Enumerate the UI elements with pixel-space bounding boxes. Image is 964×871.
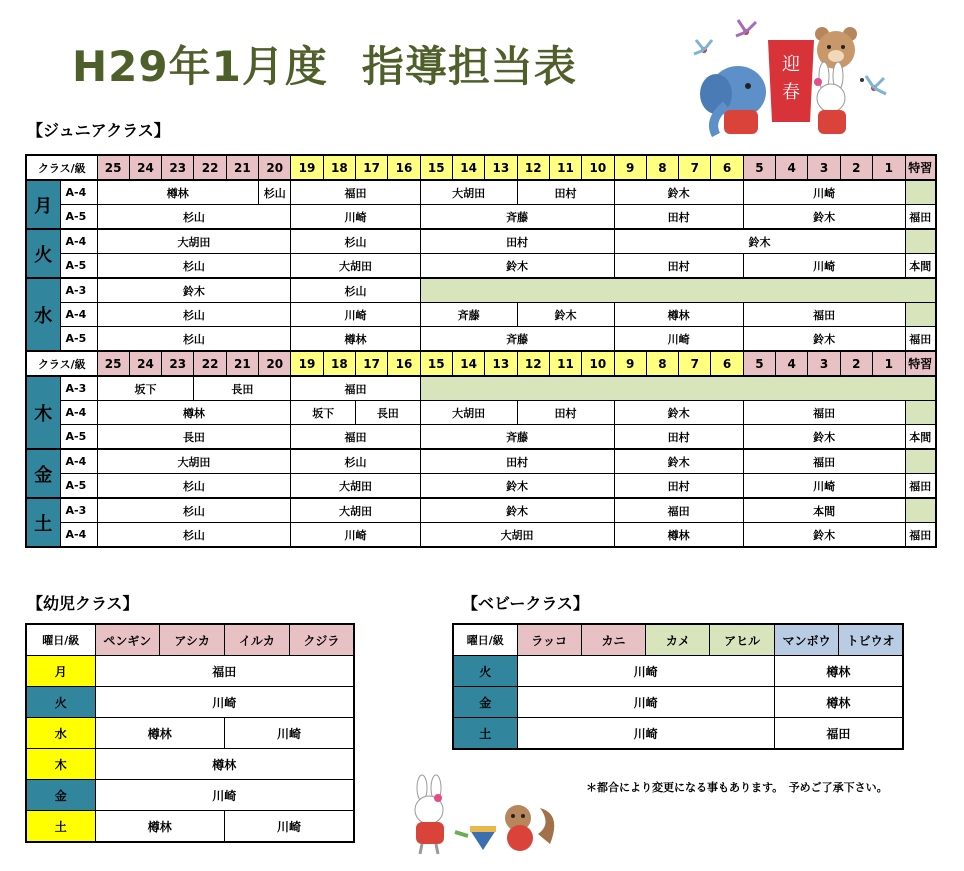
grade-cell: 17 [356, 155, 388, 180]
special-cell: 福田 [905, 205, 936, 230]
grade-cell: 3 [808, 351, 840, 376]
instructor-cell: 田村 [614, 205, 743, 230]
instructor-cell: 福田 [291, 180, 420, 205]
instructor-cell: 鈴木 [614, 401, 743, 425]
day-cell-mon: 月 [26, 180, 60, 229]
instructor-cell: 田村 [614, 474, 743, 499]
special-cell [905, 449, 936, 474]
banner-text-1: 迎 [782, 54, 800, 75]
instructor-cell: 鈴木 [614, 449, 743, 474]
page-title [72, 34, 577, 94]
header-day-grade: 曜日/級 [26, 624, 95, 656]
grade-cell: 6 [711, 351, 743, 376]
instructor-cell: 杉山 [97, 498, 291, 523]
instructor-cell: 長田 [194, 376, 291, 401]
instructor-cell: 川崎 [291, 303, 420, 327]
instructor-cell: 福田 [743, 449, 905, 474]
grade-cell: 10 [582, 351, 614, 376]
kids-section-label: 【幼児クラス】 [27, 594, 139, 613]
table-row [26, 749, 354, 780]
instructor-cell: 杉山 [97, 523, 291, 548]
instructor-cell: 斉藤 [420, 303, 517, 327]
instructor-cell: 福田 [291, 425, 420, 450]
grade-cell: 2 [840, 351, 872, 376]
day-cell-tue: 火 [26, 229, 60, 278]
grade-cell: 8 [646, 155, 678, 180]
grade-cell: 4 [776, 351, 808, 376]
instructor-cell: 長田 [97, 425, 291, 450]
grade-cell: 9 [614, 155, 646, 180]
instructor-cell: 福田 [95, 656, 354, 687]
instructor-cell: 樽林 [774, 656, 903, 687]
header-class-grade: クラス/級 [26, 155, 97, 180]
class-cell: A-4 [60, 523, 97, 548]
special-cell: 福田 [905, 523, 936, 548]
junior-header-row [26, 155, 936, 180]
kids-schedule-table [25, 623, 355, 843]
class-cell: A-4 [60, 401, 97, 425]
special-cell: 福田 [905, 327, 936, 352]
table-row [26, 718, 354, 749]
instructor-cell: 樽林 [95, 718, 225, 749]
grade-cell: 18 [323, 155, 355, 180]
instructor-cell: 鈴木 [420, 254, 614, 279]
instructor-cell: 杉山 [97, 254, 291, 279]
grade-cell: 22 [194, 155, 226, 180]
table-row [26, 180, 936, 205]
instructor-cell: 福田 [291, 376, 420, 401]
class-cell: A-4 [60, 303, 97, 327]
instructor-cell: 川崎 [291, 523, 420, 548]
grade-cell: 19 [291, 155, 323, 180]
table-row [453, 718, 903, 750]
grade-cell: 22 [194, 351, 226, 376]
grade-cell: 5 [743, 351, 775, 376]
instructor-cell: 樽林 [614, 303, 743, 327]
special-cell: 福田 [905, 474, 936, 499]
grade-cell: 14 [452, 351, 484, 376]
instructor-cell: 川崎 [225, 811, 355, 843]
class-cell: A-4 [60, 180, 97, 205]
instructor-cell: 鈴木 [743, 523, 905, 548]
instructor-cell: 田村 [517, 401, 614, 425]
grade-cell: 6 [711, 155, 743, 180]
grade-header: クジラ [289, 624, 354, 656]
special-cell [905, 180, 936, 205]
instructor-cell: 鈴木 [614, 180, 743, 205]
instructor-cell: 樽林 [774, 687, 903, 718]
class-cell: A-5 [60, 474, 97, 499]
grade-cell: 24 [129, 155, 161, 180]
day-cell-fri: 金 [26, 780, 95, 811]
instructor-cell: 大胡田 [97, 449, 291, 474]
instructor-cell: 川崎 [743, 474, 905, 499]
instructor-cell: 大胡田 [420, 523, 614, 548]
instructor-cell: 大胡田 [291, 254, 420, 279]
new-year-illustration [686, 10, 896, 145]
rabbit-icon [814, 62, 846, 134]
grade-cell: 11 [549, 155, 581, 180]
grade-cell: 11 [549, 351, 581, 376]
grade-cell: 16 [388, 155, 420, 180]
grade-cell: 1 [873, 351, 906, 376]
grade-cell: 25 [97, 155, 129, 180]
class-cell: A-5 [60, 327, 97, 352]
instructor-cell: 福田 [614, 498, 743, 523]
grade-cell: 16 [388, 351, 420, 376]
table-row [26, 327, 936, 352]
squirrel-icon [505, 805, 554, 851]
instructor-cell: 大胡田 [420, 180, 517, 205]
instructor-cell: 川崎 [517, 718, 774, 750]
elephant-icon [700, 66, 766, 135]
grade-cell: 7 [679, 155, 711, 180]
grade-header: トビウオ [839, 624, 903, 656]
instructor-cell: 斉藤 [420, 205, 614, 230]
grade-cell: 8 [646, 351, 678, 376]
class-cell: A-5 [60, 254, 97, 279]
instructor-cell: 斉藤 [420, 425, 614, 450]
table-row [26, 278, 936, 303]
table-row [26, 205, 936, 230]
table-row [26, 229, 936, 254]
day-cell-tue: 火 [26, 687, 95, 718]
special-cell [905, 303, 936, 327]
grade-cell: 24 [129, 351, 161, 376]
grade-cell: 5 [743, 155, 775, 180]
special-cell [905, 401, 936, 425]
class-cell: A-3 [60, 376, 97, 401]
grade-cell: 1 [873, 155, 906, 180]
day-cell-mon: 月 [26, 656, 95, 687]
special-cell: 本間 [905, 425, 936, 450]
instructor-cell: 樽林 [95, 749, 354, 780]
grade-cell: 23 [162, 155, 194, 180]
grade-header: イルカ [225, 624, 290, 656]
grade-cell: 10 [582, 155, 614, 180]
class-cell: A-4 [60, 449, 97, 474]
instructor-cell: 樽林 [291, 327, 420, 352]
instructor-cell: 鈴木 [420, 498, 614, 523]
table-row [26, 687, 354, 718]
baby-schedule-table [452, 623, 904, 750]
disclaimer-note: ＊都合により変更になる事もあります。 予めご了承下さい。 [586, 781, 888, 794]
instructor-cell: 大胡田 [291, 498, 420, 523]
instructor-cell: 斉藤 [420, 327, 614, 352]
grade-cell: 12 [517, 351, 549, 376]
class-cell: A-5 [60, 205, 97, 230]
instructor-cell: 鈴木 [743, 327, 905, 352]
instructor-cell: 福田 [743, 303, 905, 327]
instructor-cell: 田村 [614, 425, 743, 450]
grade-header: アヒル [710, 624, 774, 656]
instructor-cell: 鈴木 [743, 425, 905, 450]
table-row [26, 254, 936, 279]
kids-header-row [26, 624, 354, 656]
junior-section-label: 【ジュニアクラス】 [27, 121, 170, 140]
class-cell: A-5 [60, 425, 97, 450]
grade-header: ペンギン [95, 624, 160, 656]
instructor-cell: 田村 [614, 254, 743, 279]
instructor-cell: 鈴木 [743, 205, 905, 230]
instructor-cell: 福田 [774, 718, 903, 750]
instructor-cell: 杉山 [291, 278, 420, 303]
grade-cell: 9 [614, 351, 646, 376]
table-row [26, 780, 354, 811]
instructor-cell: 樽林 [614, 523, 743, 548]
grade-cell: 2 [840, 155, 872, 180]
grade-cell: 19 [291, 351, 323, 376]
table-row [26, 498, 936, 523]
table-row [26, 425, 936, 450]
grade-cell: 21 [226, 155, 258, 180]
instructor-cell: 川崎 [95, 687, 354, 718]
instructor-cell: 樽林 [95, 811, 225, 843]
instructor-cell: 坂下 [97, 376, 194, 401]
grade-cell: 25 [97, 351, 129, 376]
rabbit-squirrel-illustration [400, 774, 560, 856]
instructor-cell: 杉山 [291, 229, 420, 254]
instructor-cell: 杉山 [97, 303, 291, 327]
instructor-cell: 杉山 [97, 205, 291, 230]
grade-cell: 17 [356, 351, 388, 376]
special-cell: 本間 [905, 254, 936, 279]
table-row [26, 449, 936, 474]
special-header: 特習 [905, 351, 936, 376]
grade-cell: 18 [323, 351, 355, 376]
title-month: H29年1月度 [72, 42, 328, 91]
day-cell-fri: 金 [453, 687, 517, 718]
table-row [26, 401, 936, 425]
table-row [26, 811, 354, 843]
baby-header-row [453, 624, 903, 656]
grade-header: ラッコ [517, 624, 581, 656]
table-row [26, 303, 936, 327]
grade-cell: 14 [452, 155, 484, 180]
banner-icon [768, 40, 814, 122]
grade-cell: 12 [517, 155, 549, 180]
grade-cell: 3 [808, 155, 840, 180]
instructor-cell: 大胡田 [291, 474, 420, 499]
grade-cell: 20 [259, 351, 291, 376]
rabbit-icon [415, 775, 444, 854]
day-cell-tue: 火 [453, 656, 517, 687]
grade-cell: 13 [485, 155, 517, 180]
title-main: 指導担当表 [361, 42, 577, 91]
instructor-cell: 本間 [743, 498, 905, 523]
class-cell: A-4 [60, 229, 97, 254]
special-cell [905, 498, 936, 523]
day-cell-wed: 水 [26, 278, 60, 351]
instructor-cell: 田村 [420, 449, 614, 474]
instructor-cell: 大胡田 [97, 229, 291, 254]
day-cell-wed: 水 [26, 718, 95, 749]
grade-cell: 15 [420, 155, 452, 180]
table-row [26, 376, 936, 401]
baby-section-label: 【ベビークラス】 [462, 594, 589, 613]
instructor-cell: 福田 [743, 401, 905, 425]
instructor-cell: 杉山 [259, 180, 291, 205]
instructor-cell: 杉山 [291, 449, 420, 474]
day-cell-sat: 土 [453, 718, 517, 750]
junior-schedule-table [25, 154, 937, 548]
grade-header: アシカ [160, 624, 225, 656]
day-cell-thu: 木 [26, 376, 60, 449]
header-day-grade: 曜日/級 [453, 624, 517, 656]
class-cell: A-3 [60, 278, 97, 303]
instructor-cell: 大胡田 [420, 401, 517, 425]
instructor-cell: 田村 [517, 180, 614, 205]
grade-header: カメ [646, 624, 710, 656]
instructor-cell: 鈴木 [97, 278, 291, 303]
instructor-cell: 長田 [356, 401, 421, 425]
banner-text-2: 春 [782, 82, 800, 103]
grade-cell: 21 [226, 351, 258, 376]
instructor-cell: 鈴木 [614, 229, 905, 254]
instructor-cell: 田村 [420, 229, 614, 254]
instructor-cell: 川崎 [517, 687, 774, 718]
instructor-cell: 鈴木 [517, 303, 614, 327]
header-class-grade: クラス/級 [26, 351, 97, 376]
empty-cell [420, 376, 936, 401]
instructor-cell: 杉山 [97, 474, 291, 499]
special-cell [905, 229, 936, 254]
instructor-cell: 川崎 [743, 254, 905, 279]
day-cell-fri: 金 [26, 449, 60, 498]
grade-cell: 20 [259, 155, 291, 180]
table-row [26, 523, 936, 548]
table-row [453, 687, 903, 718]
instructor-cell: 鈴木 [420, 474, 614, 499]
empty-cell [420, 278, 936, 303]
instructor-cell: 樽林 [97, 180, 259, 205]
day-cell-thu: 木 [26, 749, 95, 780]
grade-cell: 15 [420, 351, 452, 376]
table-row [26, 656, 354, 687]
junior-header-row [26, 351, 936, 376]
instructor-cell: 坂下 [291, 401, 356, 425]
grade-header: マンボウ [774, 624, 838, 656]
instructor-cell: 川崎 [517, 656, 774, 687]
class-cell: A-3 [60, 498, 97, 523]
grade-cell: 7 [679, 351, 711, 376]
grade-cell: 23 [162, 351, 194, 376]
instructor-cell: 川崎 [743, 180, 905, 205]
instructor-cell: 樽林 [97, 401, 291, 425]
instructor-cell: 川崎 [225, 718, 355, 749]
day-cell-sat: 土 [26, 811, 95, 843]
table-row [453, 656, 903, 687]
instructor-cell: 川崎 [614, 327, 743, 352]
special-header: 特習 [905, 155, 936, 180]
grade-cell: 13 [485, 351, 517, 376]
instructor-cell: 杉山 [97, 327, 291, 352]
instructor-cell: 川崎 [291, 205, 420, 230]
spinning-top-icon [455, 826, 496, 850]
table-row [26, 474, 936, 499]
instructor-cell: 川崎 [95, 780, 354, 811]
grade-cell: 4 [776, 155, 808, 180]
grade-header: カニ [581, 624, 645, 656]
day-cell-sat: 土 [26, 498, 60, 547]
